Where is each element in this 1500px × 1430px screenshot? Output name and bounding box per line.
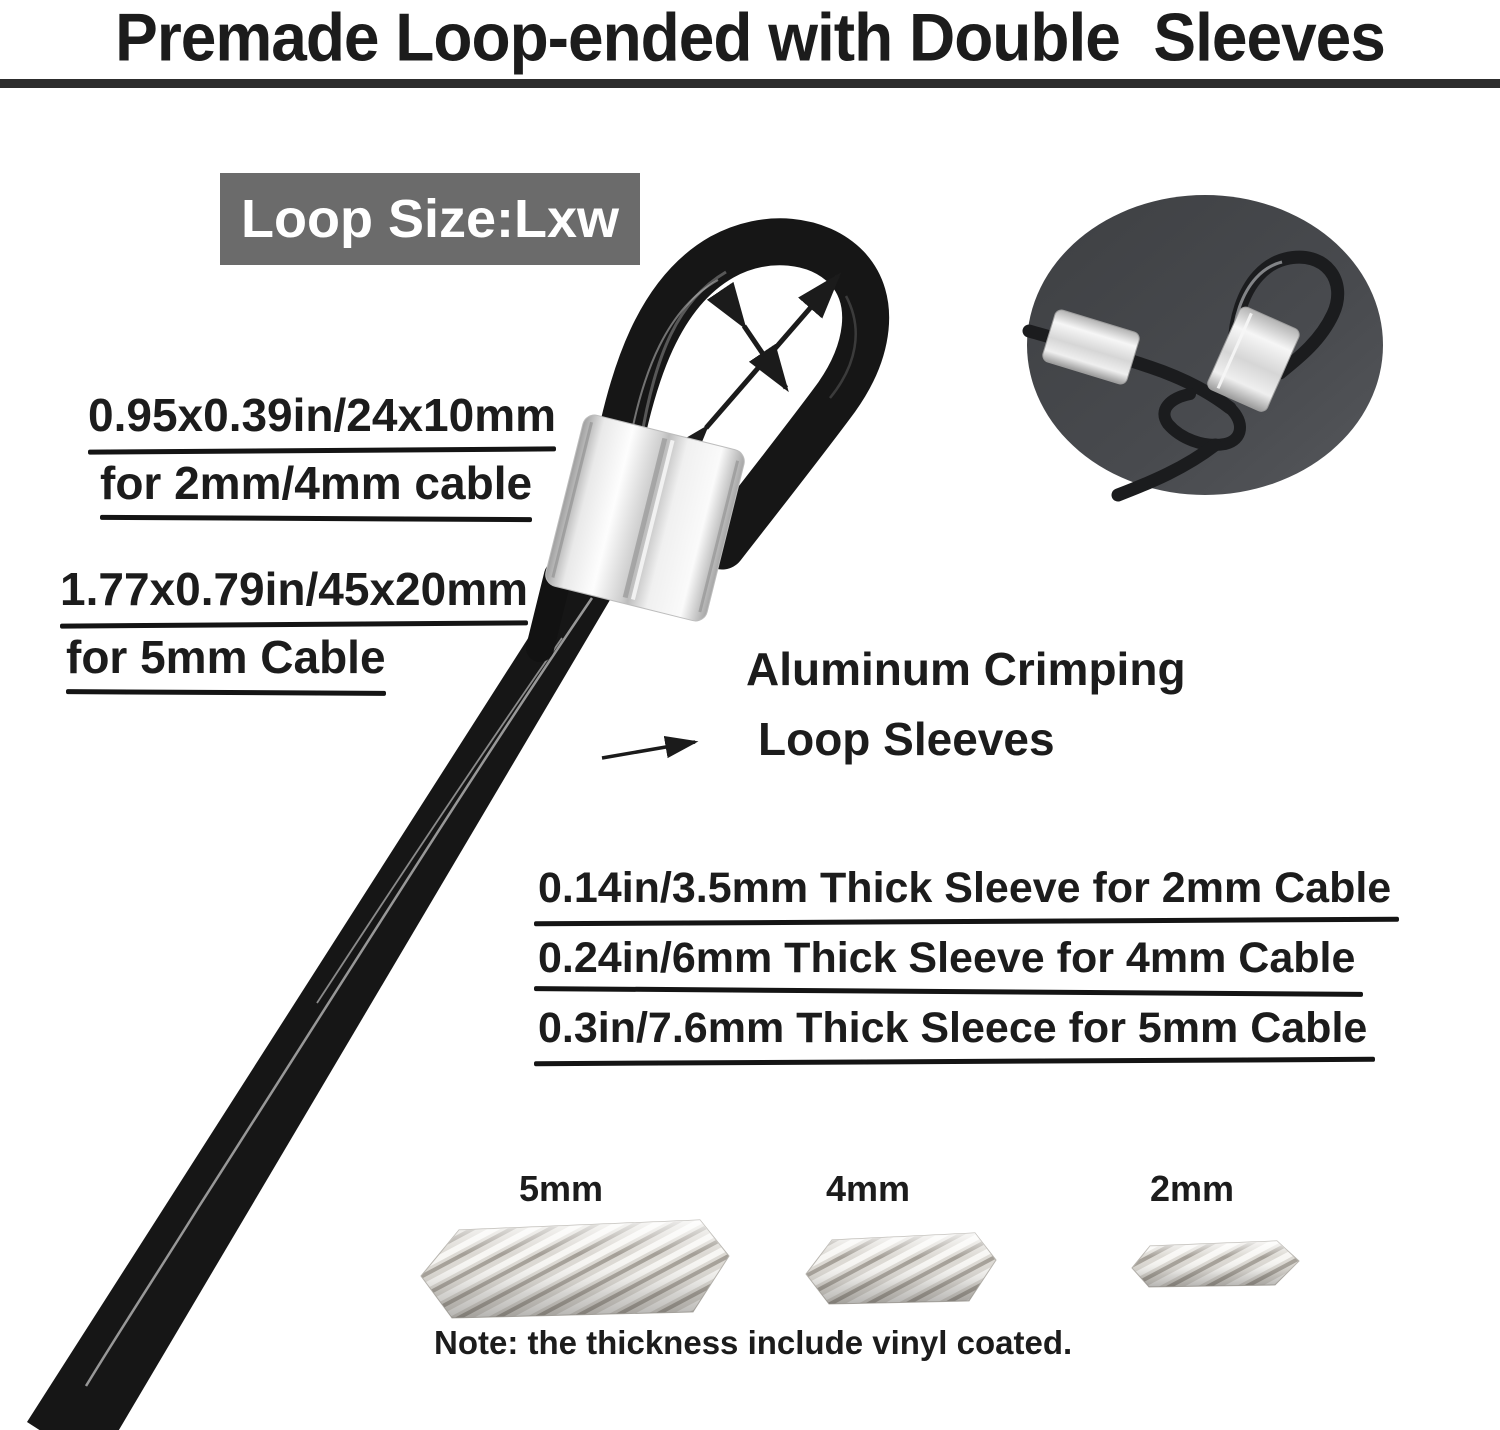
wire-sample-2mm: [1132, 1241, 1299, 1287]
wire-sample-4mm: [806, 1233, 996, 1304]
wire-sample-5mm: [421, 1220, 729, 1318]
sleeve-spec-1-text: 0.14in/3.5mm Thick Sleeve for 2mm Cable: [538, 864, 1392, 912]
sleeve-callout-line2: Loop Sleeves: [758, 713, 1055, 765]
loop-dim-small-size-text: 0.95x0.39in/24x10mm: [88, 389, 557, 441]
loop-size-label: Loop Size:Lxw: [241, 189, 619, 249]
sample-label-2mm: 2mm: [1149, 1168, 1235, 1209]
loop-dim-small-for-text: for 2mm/4mm cable: [100, 457, 533, 509]
loop-dim-large-for-text: for 5mm Cable: [66, 631, 386, 683]
loop-dim-large-size-text: 1.77x0.79in/45x20mm: [60, 563, 529, 615]
sample-label-5mm: 5mm: [518, 1168, 604, 1209]
sleeve-spec-2-text: 0.24in/6mm Thick Sleeve for 4mm Cable: [538, 934, 1356, 982]
sample-label-4mm: 4mm: [825, 1168, 911, 1209]
inset-photo: [1027, 195, 1383, 495]
sleeve-spec-3-text: 0.3in/7.6mm Thick Sleece for 5mm Cable: [538, 1004, 1368, 1052]
note-text: Note: the thickness include vinyl coated.: [434, 1324, 1073, 1361]
sleeve-callout-line1: Aluminum Crimping: [746, 643, 1186, 695]
page-title: Premade Loop-ended with Double Sleeves: [115, 0, 1385, 76]
callout-arrow-icon: [602, 742, 695, 758]
